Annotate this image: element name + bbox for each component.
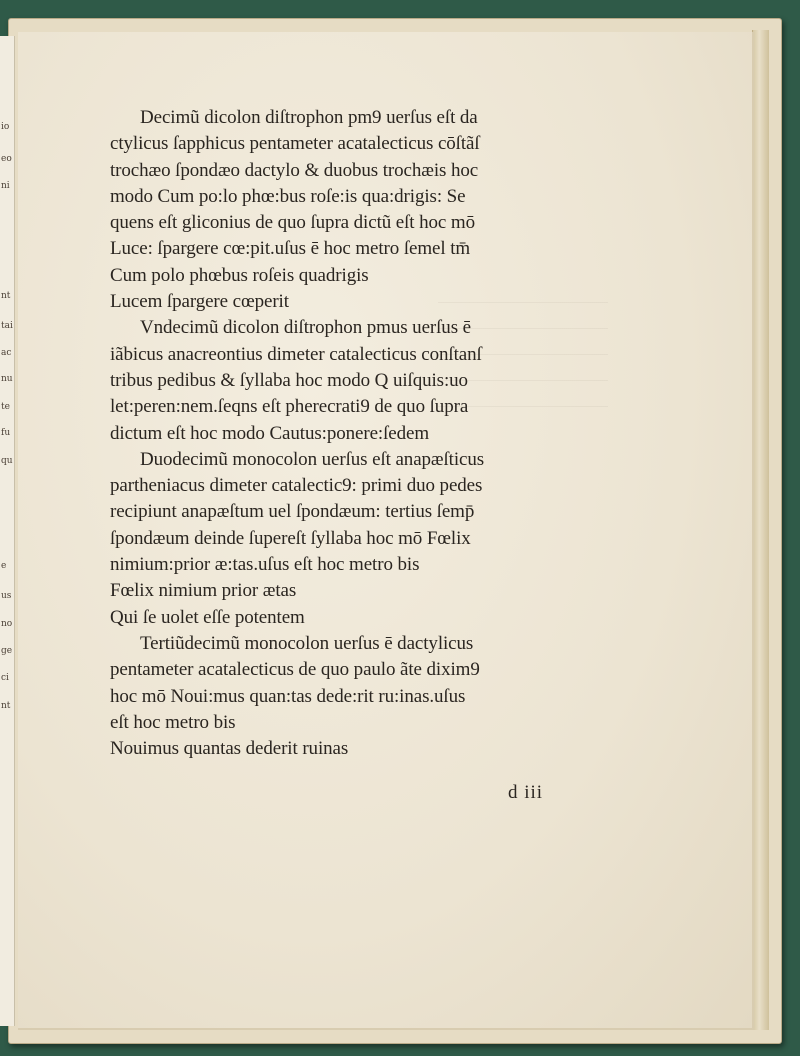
text-line: nimium:prior æ:tas.uſus eſt hoc metro bis: [110, 554, 420, 576]
left-fragment: tai: [1, 321, 13, 331]
left-fragment: us: [1, 591, 12, 601]
text-line: ctylicus ſapphicus pentameter acatalecticus cōſtãſ: [110, 133, 480, 155]
left-fragment: ci: [1, 673, 9, 683]
left-page-sliver: [0, 36, 15, 1026]
text-line: Nouimus quantas dederit ruinas: [110, 738, 349, 760]
left-fragment: fu: [1, 428, 11, 438]
text-line: dictum eſt hoc modo Cautus:ponere:ſedem: [110, 422, 430, 444]
text-line: Qui ſe uolet eſſe potentem: [110, 606, 305, 628]
page-fore-edge: [752, 30, 769, 1030]
left-fragment: qu: [1, 456, 13, 466]
text-line: Fœlix nimium prior ætas: [110, 580, 297, 602]
signature-mark: d iii: [508, 782, 544, 803]
text-line: eſt hoc metro bis: [110, 711, 236, 733]
left-fragment: no: [1, 619, 13, 629]
text-line: Luce: ſpargere cœ:pit.uſus ē hoc metro ſemel tm̄: [110, 238, 471, 260]
text-line: trochæo ſpondæo dactylo & duobus trochæis hoc: [110, 159, 479, 181]
left-fragment: ge: [1, 646, 13, 656]
text-line: ſpondæum deinde ſupereſt ſyllaba hoc mō Fœlix: [110, 527, 471, 549]
left-fragment: eo: [1, 154, 12, 164]
left-fragment: io: [1, 122, 10, 132]
text-line: recipiunt anapæſtum uel ſpondæum: tertius ſemp̄: [110, 501, 475, 523]
left-fragment: ac: [1, 348, 12, 358]
text-line: pentameter acatalecticus de quo paulo ãte dixim9: [110, 659, 480, 681]
text-line: tribus pedibus & ſyllaba hoc modo Q uiſquis:uo: [110, 369, 468, 391]
text-line: modo Cum po:lo phœ:bus roſe:is qua:drigis: Se: [110, 185, 466, 207]
text-line: partheniacus dimeter catalectic9: primi duo pedes: [110, 475, 483, 497]
left-fragment: te: [1, 402, 10, 412]
text-line: Tertiũdecimũ monocolon uerſus ē dactylicus: [140, 632, 474, 654]
left-fragment: nt: [1, 291, 11, 301]
left-fragment: e: [1, 561, 7, 571]
left-fragment: nu: [1, 374, 13, 384]
page-text-block: [110, 105, 590, 762]
text-line: let:peren:nem.ſeqns eſt pherecrati9 de quo ſupra: [110, 396, 469, 418]
text-line: hoc mō Noui:mus quan:tas dede:rit ru:inas.uſus: [110, 685, 466, 707]
text-line: Duodecimũ monocolon uerſus eſt anapæſticus: [140, 448, 485, 470]
left-fragment: nt: [1, 701, 11, 711]
text-line: Lucem ſpargere cœperit: [110, 291, 289, 313]
left-fragment: ni: [1, 181, 10, 191]
text-line: Cum polo phœbus roſeis quadrigis: [110, 264, 369, 286]
text-line: quens eſt gliconius de quo ſupra dictũ eſt hoc mō: [110, 212, 475, 234]
text-line: iãbicus anacreontius dimeter catalecticus conſtanſ: [110, 343, 482, 365]
text-line: Decimũ dicolon diſtrophon pm9 uerſus eſt da: [140, 107, 478, 128]
text-line: Vndecimũ dicolon diſtrophon pmus uerſus ē: [140, 317, 471, 339]
